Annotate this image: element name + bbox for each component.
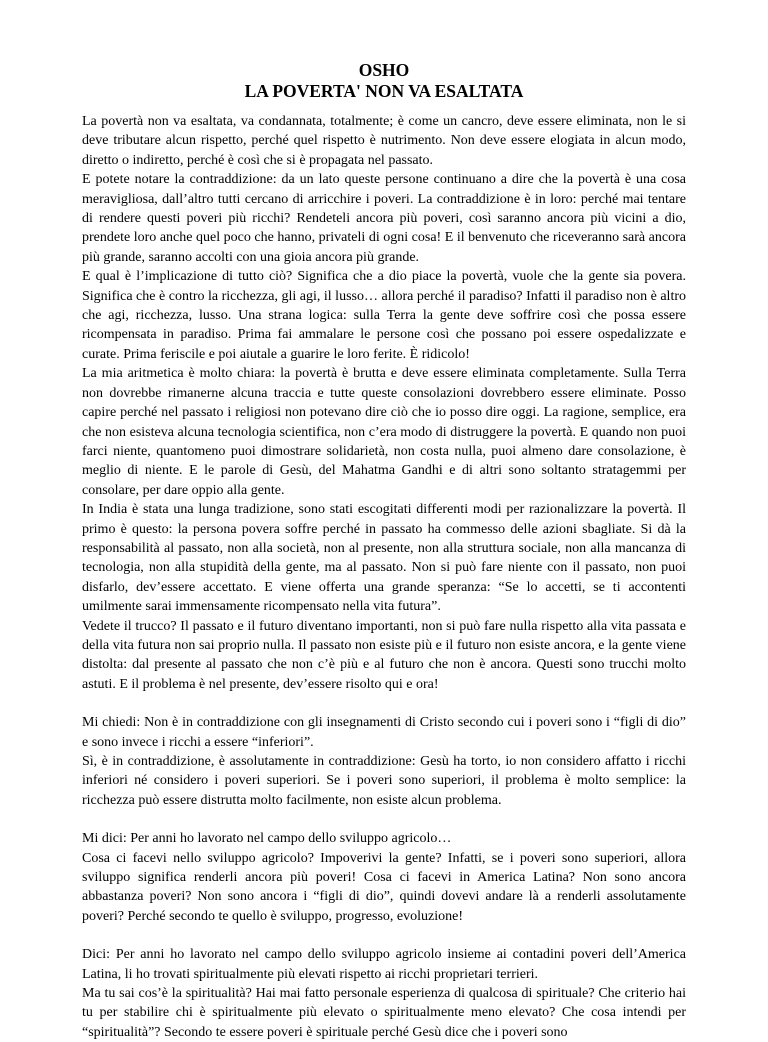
paragraph: E potete notare la contraddizione: da un lato queste persone continuano a dire che la povertà è una cosa meravigliosa, dall’altro tutti cercano di arricchire i poveri. La contraddizione è in loro: perché mai tentare di rendere questi poveri più ricchi? Rendeteli ancora più poveri, così saranno ancora più vicini a dio, prendete loro anche quel poco che hanno, privateli di ogni cosa! E il benvenuto che riceveranno sarà ancora più grande, saranno accolti con una gioia ancora più grande.	[82, 172, 686, 265]
section-1	[82, 112, 686, 694]
section-gap	[82, 810, 686, 829]
section-2	[82, 713, 686, 810]
document-page	[82, 60, 686, 1042]
paragraph: Vedete il trucco? Il passato e il futuro diventano importanti, non si può fare nulla rispetto alla vita passata e della vita futura non sai proprio nulla. Il passato non esiste più e il futuro non esiste ancora, e la gente viene distolta: dal presente al passato che non c’è più e al futuro che non è ancora. Questi sono trucchi molto astuti. E il problema è nel presente, dev’essere risolto qui e ora!	[82, 618, 686, 692]
paragraph: Mi chiedi: Non è in contraddizione con gli insegnamenti di Cristo secondo cui i poveri sono i “figli di dio” e sono invece i ricchi a essere “inferiori”.	[82, 715, 686, 750]
paragraph: Dici: Per anni ho lavorato nel campo dello sviluppo agricolo insieme ai contadini poveri dell’America Latina, li ho trovati spiritualmente più elevati rispetto ai ricchi proprietari terrieri.	[82, 947, 686, 982]
paragraph: Sì, è in contraddizione, è assolutamente in contraddizione: Gesù ha torto, io non considero affatto i ricchi inferiori né considero i poveri superiori. Se i poveri sono superiori, il problema è molto semplice: la ricchezza può essere distrutta molto facilmente, non esiste alcun problema.	[82, 754, 686, 808]
paragraph: Mi dici: Per anni ho lavorato nel campo dello sviluppo agricolo…	[82, 831, 452, 847]
paragraph: Ma tu sai cos’è la spiritualità? Hai mai fatto personale esperienza di qualcosa di spirituale? Che criterio hai tu per stabilire chi è spiritualmente più elevato o spiritualmente meno elevato? Che cosa intendi per “spiritualità”? Secondo te essere poveri è spirituale perché Gesù dice che i poveri sono	[82, 986, 686, 1040]
author-heading: OSHO	[358, 60, 410, 80]
page-title: LA POVERTA' NON VA ESALTATA	[244, 81, 524, 101]
paragraph: La mia aritmetica è molto chiara: la povertà è brutta e deve essere eliminata completamente. Sulla Terra non dovrebbe rimanerne alcuna traccia e tutte queste consolazioni dovrebbero essere eliminate. Posso capire perché nel passato i religiosi non potevano dire ciò che io posso dire oggi. La ragione, semplice, era che non esisteva alcuna tecnologia scientifica, non c’era modo di distruggere la povertà. E quando non puoi farci niente, quantomeno puoi dimostrare solidarietà, non costa nulla, puoi almeno dare consolazione, è meglio di niente. E le parole di Gesù, del Mahatma Gandhi e di altri sono soltanto stratagemmi per consolare, per dare oppio alla gente.	[82, 366, 686, 498]
section-gap	[82, 694, 686, 713]
paragraph: La povertà non va esaltata, va condannata, totalmente; è come un cancro, deve essere eliminata, non le si deve tributare alcun rispetto, perché quel rispetto è nutrimento. Non deve essere elogiata in alcun modo, diretto o indiretto, perché è così che si è propagata nel passato.	[82, 114, 686, 168]
paragraph: E qual è l’implicazione di tutto ciò? Significa che a dio piace la povertà, vuole che la gente sia povera. Significa che è contro la ricchezza, gli agi, il lusso… allora perché il paradiso? Infatti il paradiso non è altro che agi, ricchezza, lusso. Una strana logica: sulla Terra la gente deve soffrire così che possa essere ricompensata in paradiso. Prima fai ammalare le persone così che possano poi essere ospedalizzate e curate. Prima feriscile e poi aiutale a guarire le loro ferite. È ridicolo!	[82, 269, 686, 362]
section-gap	[82, 926, 686, 945]
section-3	[82, 829, 686, 926]
paragraph: In India è stata una lunga tradizione, sono stati escogitati differenti modi per razionalizzare la povertà. Il primo è questo: la persona povera soffre perché in passato ha commesso delle azioni sbagliate. Si dà la responsabilità al passato, non alla società, non al presente, non alla struttura sociale, non alla mancanza di tecnologia, non alla stupidità della gente, ma al passato. Non si può fare niente con il passato, non puoi disfarlo, dev’essere accettato. E viene offerta una grande speranza: “Se lo accetti, se ti accontenti umilmente sarai immensamente ricompensato nella vita futura”.	[82, 502, 686, 615]
paragraph: Cosa ci facevi nello sviluppo agricolo? Impoverivi la gente? Infatti, se i poveri sono superiori, allora sviluppo significa renderli ancora più poveri! Cosa ci facevi in America Latina? Non sono ancora abbastanza poveri? Non sono ancora i “figli di dio”, quindi dovevi andare là a renderli assolutamente poveri? Perché secondo te quello è sviluppo, progresso, evoluzione!	[82, 850, 686, 924]
